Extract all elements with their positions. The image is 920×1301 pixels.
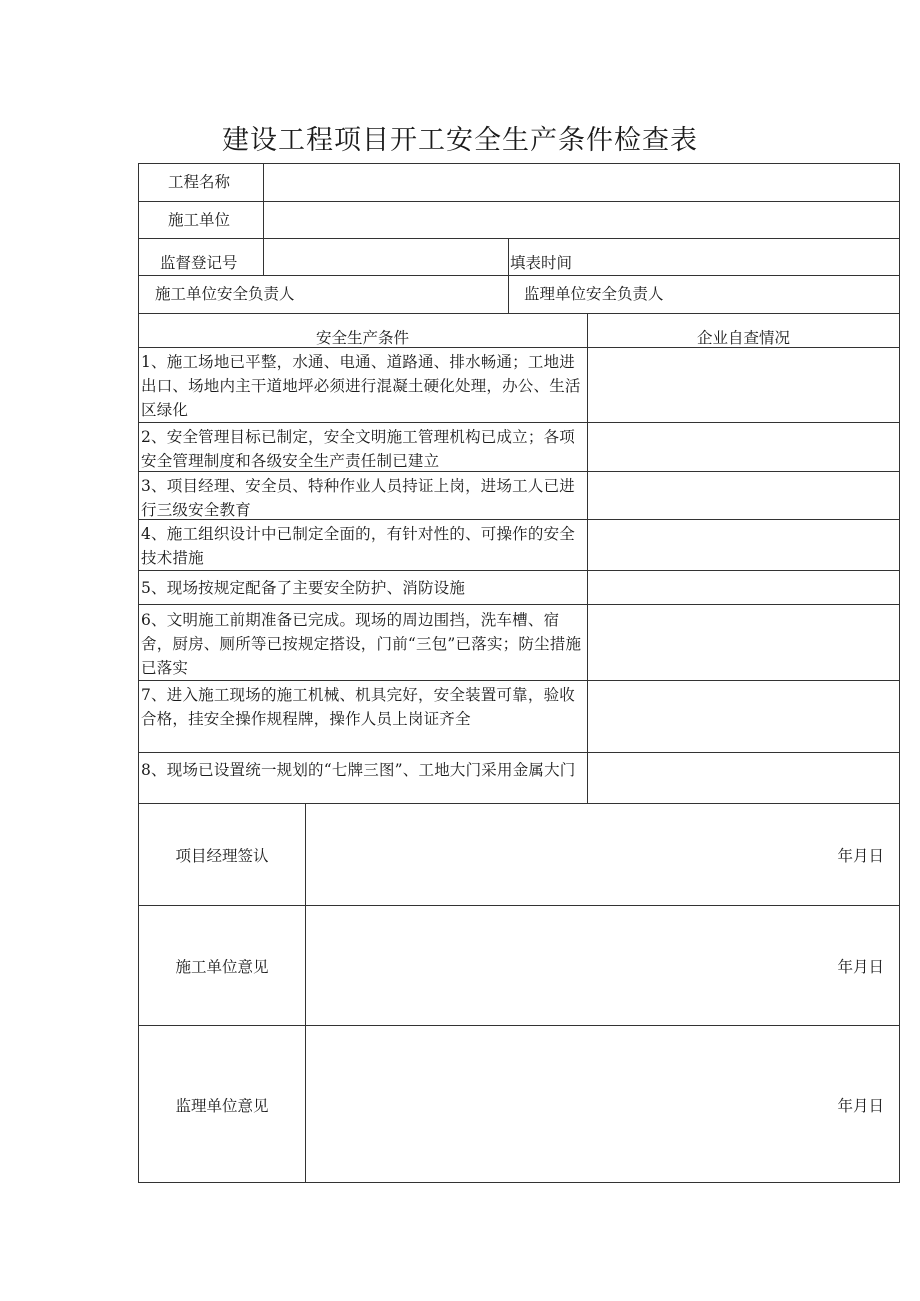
supervision-reg-label: 监督登记号	[160, 254, 238, 272]
construction-safety-person-label: 施工单位安全负责人	[155, 285, 295, 303]
supervision-opinion-area[interactable]	[308, 1028, 896, 1180]
pm-signoff-label: 项目经理签认	[175, 847, 269, 865]
self-check-cell[interactable]	[590, 755, 896, 801]
divider	[138, 313, 900, 314]
divider	[508, 238, 509, 313]
self-check-cell[interactable]	[590, 573, 896, 602]
condition-item-2: 2、安全管理目标已制定，安全文明施工管理机构已成立；各项安全管理制度和各级安全生产责任制已建立	[141, 428, 575, 470]
page-title: 建设工程项目开工安全生产条件检查表	[222, 125, 698, 156]
construction-unit-field[interactable]	[270, 208, 890, 232]
project-name-field[interactable]	[270, 170, 890, 194]
column-header-self-check: 企业自查情况	[696, 329, 790, 347]
divider	[138, 680, 900, 681]
divider	[138, 604, 900, 605]
construction-unit-label: 施工单位	[168, 211, 231, 229]
self-check-cell[interactable]	[590, 607, 896, 678]
divider	[263, 163, 264, 275]
construction-opinion-label: 施工单位意见	[175, 958, 269, 976]
column-header-condition: 安全生产条件	[315, 329, 409, 347]
self-check-cell[interactable]	[590, 683, 896, 750]
construction-opinion-area[interactable]	[308, 908, 896, 1022]
condition-item-5: 5、现场按规定配备了主要安全防护、消防设施	[141, 579, 466, 597]
divider	[138, 1025, 900, 1026]
divider	[138, 422, 900, 423]
divider	[305, 803, 306, 1183]
divider	[138, 803, 900, 804]
supervision-reg-field[interactable]	[270, 251, 500, 275]
pm-signoff-date: 年月日	[837, 847, 884, 865]
pm-signoff-area[interactable]	[308, 806, 896, 902]
condition-item-6: 6、文明施工前期准备已完成。现场的周边围挡，洗车槽、宿舍，厨房、厕所等已按规定搭设，门前“三包”已落实；防尘措施已落实	[141, 611, 582, 677]
divider	[138, 905, 900, 906]
condition-item-1: 1、施工场地已平整，水通、电通、道路通、排水畅通；工地进出口、场地内主干道地坪必须进行混凝土硬化处理，办公、生活区绿化	[141, 353, 581, 419]
divider	[138, 752, 900, 753]
construction-opinion-date: 年月日	[837, 958, 884, 976]
supervision-safety-person-label: 监理单位安全负责人	[524, 285, 664, 303]
supervision-opinion-date: 年月日	[837, 1097, 884, 1115]
self-check-cell[interactable]	[590, 474, 896, 517]
condition-item-4: 4、施工组织设计中已制定全面的，有针对性的、可操作的安全技术措施	[141, 525, 575, 567]
divider	[138, 238, 900, 239]
divider	[138, 201, 900, 202]
divider	[587, 313, 588, 803]
self-check-cell[interactable]	[590, 425, 896, 469]
self-check-cell[interactable]	[590, 522, 896, 568]
condition-item-3: 3、项目经理、安全员、特种作业人员持证上岗，进场工人已进行三级安全教育	[141, 477, 575, 519]
supervision-opinion-label: 监理单位意见	[175, 1097, 269, 1115]
divider	[138, 570, 900, 571]
fill-time-label: 填表时间	[510, 254, 573, 272]
project-name-label: 工程名称	[168, 173, 231, 191]
condition-item-8: 8、现场已设置统一规划的“七牌三图”、工地大门采用金属大门	[141, 761, 576, 779]
self-check-cell[interactable]	[590, 350, 896, 420]
condition-item-7: 7、进入施工现场的施工机械、机具完好，安全装置可靠，验收合格，挂安全操作规程牌，操作人员上岗证齐全	[141, 686, 575, 728]
fill-time-field[interactable]	[580, 251, 890, 275]
divider	[138, 275, 900, 276]
